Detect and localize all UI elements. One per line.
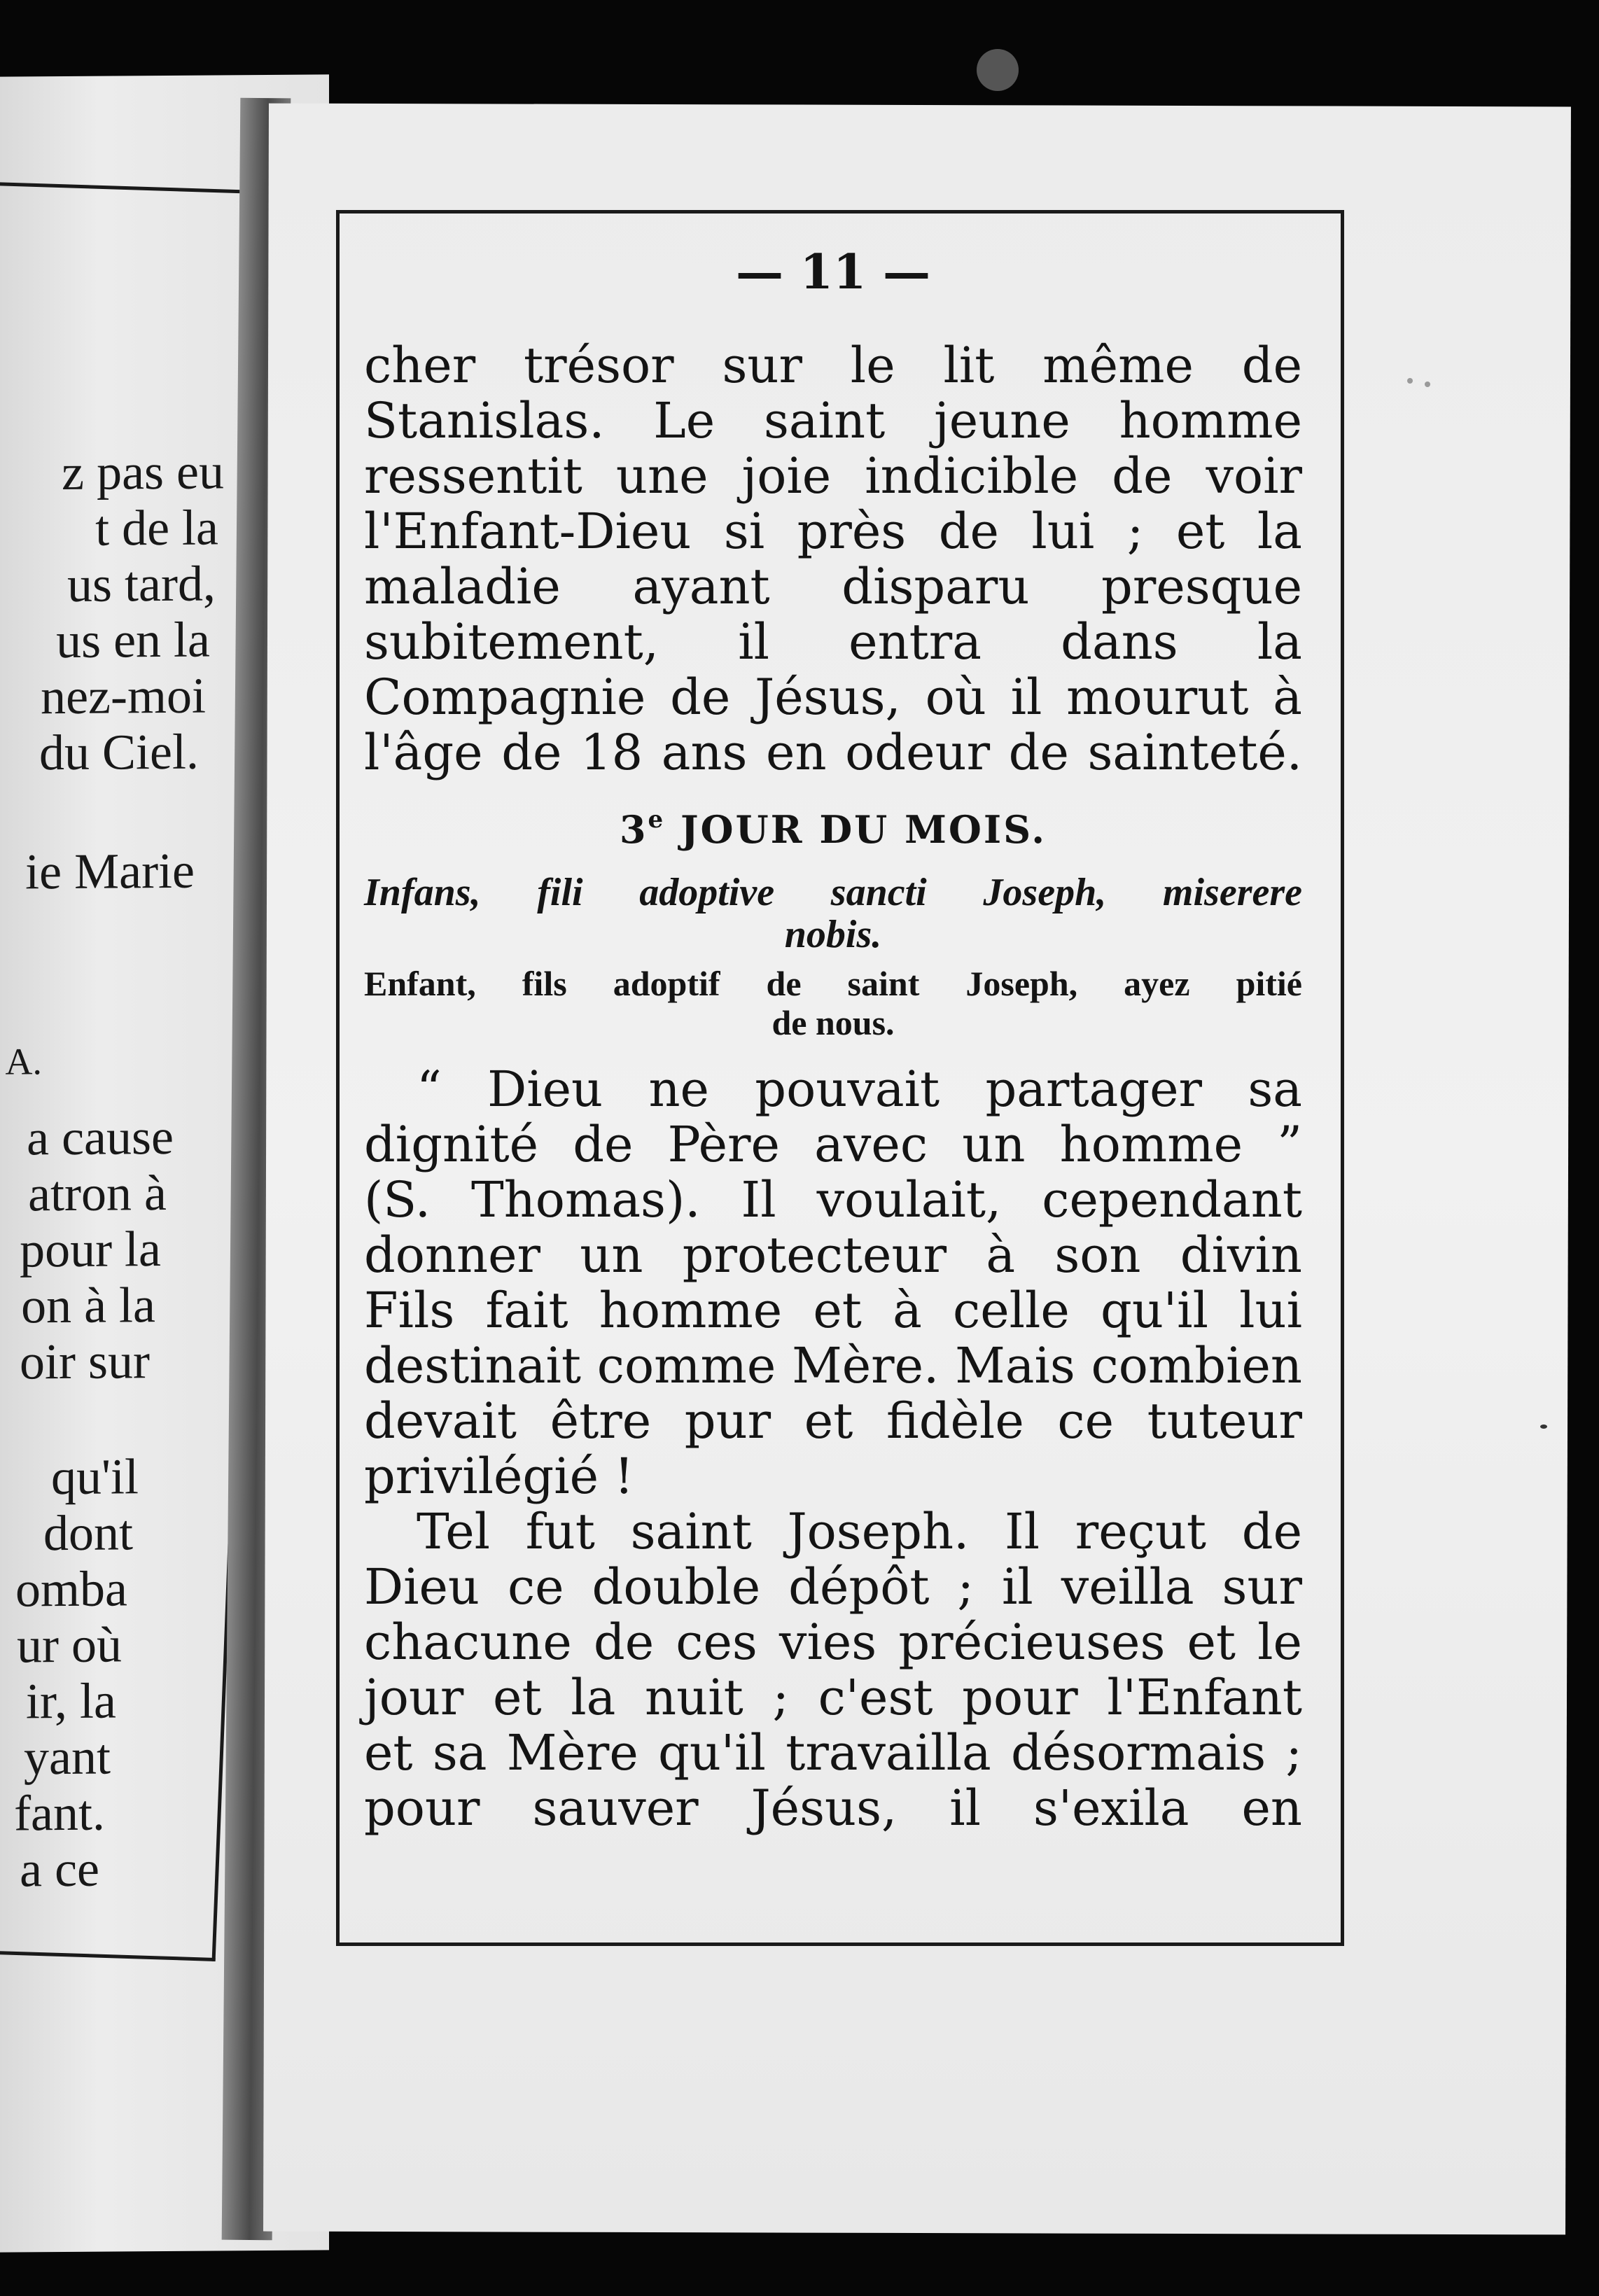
left-text-line: z pas eu [62, 443, 224, 501]
text-line: Fils fait homme et à celle qu'il lui [364, 1282, 1302, 1339]
left-text-line: ur où [17, 1616, 122, 1674]
french-line: de nous. [771, 1003, 895, 1042]
left-text-line: nez-moi [41, 667, 206, 725]
left-text-line: du Ciel. [39, 723, 199, 781]
left-text-line: dont [43, 1504, 133, 1562]
dust-speck [977, 49, 1019, 91]
dust-speck [1407, 378, 1413, 384]
left-text-line: oir sur [20, 1333, 150, 1390]
heading-text: JOUR DU MOIS. [680, 807, 1047, 852]
text-line: et sa Mère qu'il travailla désormais ; [364, 1724, 1302, 1782]
dust-speck [1540, 1424, 1547, 1429]
left-text-line: t de la [95, 499, 218, 556]
left-text-line: fant. [14, 1784, 105, 1842]
heading-superscript: e [648, 806, 666, 834]
left-text-line: pour la [20, 1221, 161, 1278]
text-line: devait être pur et fidèle ce tuteur [364, 1392, 1302, 1450]
text-line: Dieu ce double dépôt ; il veilla sur [364, 1558, 1302, 1616]
left-text-line: ir, la [25, 1672, 116, 1730]
text-line: Tel fut saint Joseph. Il reçut de [417, 1503, 1302, 1560]
heading-number: 3 [619, 807, 648, 852]
french-invocation [364, 964, 1302, 1042]
left-text-line: ie Marie [25, 842, 195, 900]
text-line: l'âge de 18 ans en odeur de sainteté. [364, 724, 1302, 781]
left-text-line: us tard, [67, 555, 216, 612]
left-text-line: qu'il [51, 1448, 139, 1506]
left-text-line: us en la [56, 611, 210, 669]
text-line: dignité de Père avec un homme ” [364, 1116, 1302, 1173]
text-line: privilégié ! [364, 1448, 634, 1505]
text-line: maladie ayant disparu presque [364, 558, 1302, 615]
text-line: ressentit une joie indicible de voir [364, 447, 1302, 505]
left-text-line: yant [24, 1728, 111, 1786]
text-line: donner un protecteur à son divin [364, 1226, 1302, 1284]
text-line: Compagnie de Jésus, où il mourut à [364, 668, 1302, 726]
text-line: subitement, il entra dans la [364, 613, 1302, 671]
paragraph [364, 338, 1302, 780]
dust-speck [1425, 382, 1430, 387]
text-line: l'Enfant-Dieu si près de lui ; et la [364, 503, 1302, 560]
left-text-line: A. [5, 1040, 42, 1083]
page-number: — 11 — [736, 244, 930, 300]
left-text-line: a cause [27, 1108, 174, 1166]
text-line: cher trésor sur le lit même de [364, 337, 1302, 394]
text-line: Stanislas. Le saint jeune homme [364, 392, 1302, 449]
left-text-line: a ce [20, 1840, 99, 1898]
left-text-line: atron à [28, 1164, 167, 1222]
text-line: chacune de ces vies précieuses et le [364, 1614, 1302, 1671]
page-content [364, 244, 1302, 1837]
french-line: Enfant, fils adoptif de saint Joseph, ayez pitié [364, 964, 1302, 1003]
section-heading [364, 806, 1302, 852]
left-text-line: omba [15, 1560, 127, 1618]
latin-invocation [364, 872, 1302, 955]
latin-line: nobis. [784, 913, 882, 956]
paragraph [364, 1504, 1302, 1836]
paragraph [364, 1062, 1302, 1504]
text-line: jour et la nuit ; c'est pour l'Enfant [364, 1669, 1302, 1726]
text-line: (S. Thomas). Il voulait, cependant [364, 1171, 1302, 1228]
text-line: “ Dieu ne pouvait partager sa [417, 1060, 1302, 1118]
text-line: destinait comme Mère. Mais combien [364, 1337, 1302, 1394]
text-line: pour sauver Jésus, il s'exila en [364, 1779, 1302, 1837]
left-text-line: on à la [21, 1277, 155, 1334]
latin-line: Infans, fili adoptive sancti Joseph, miserere [364, 871, 1302, 914]
